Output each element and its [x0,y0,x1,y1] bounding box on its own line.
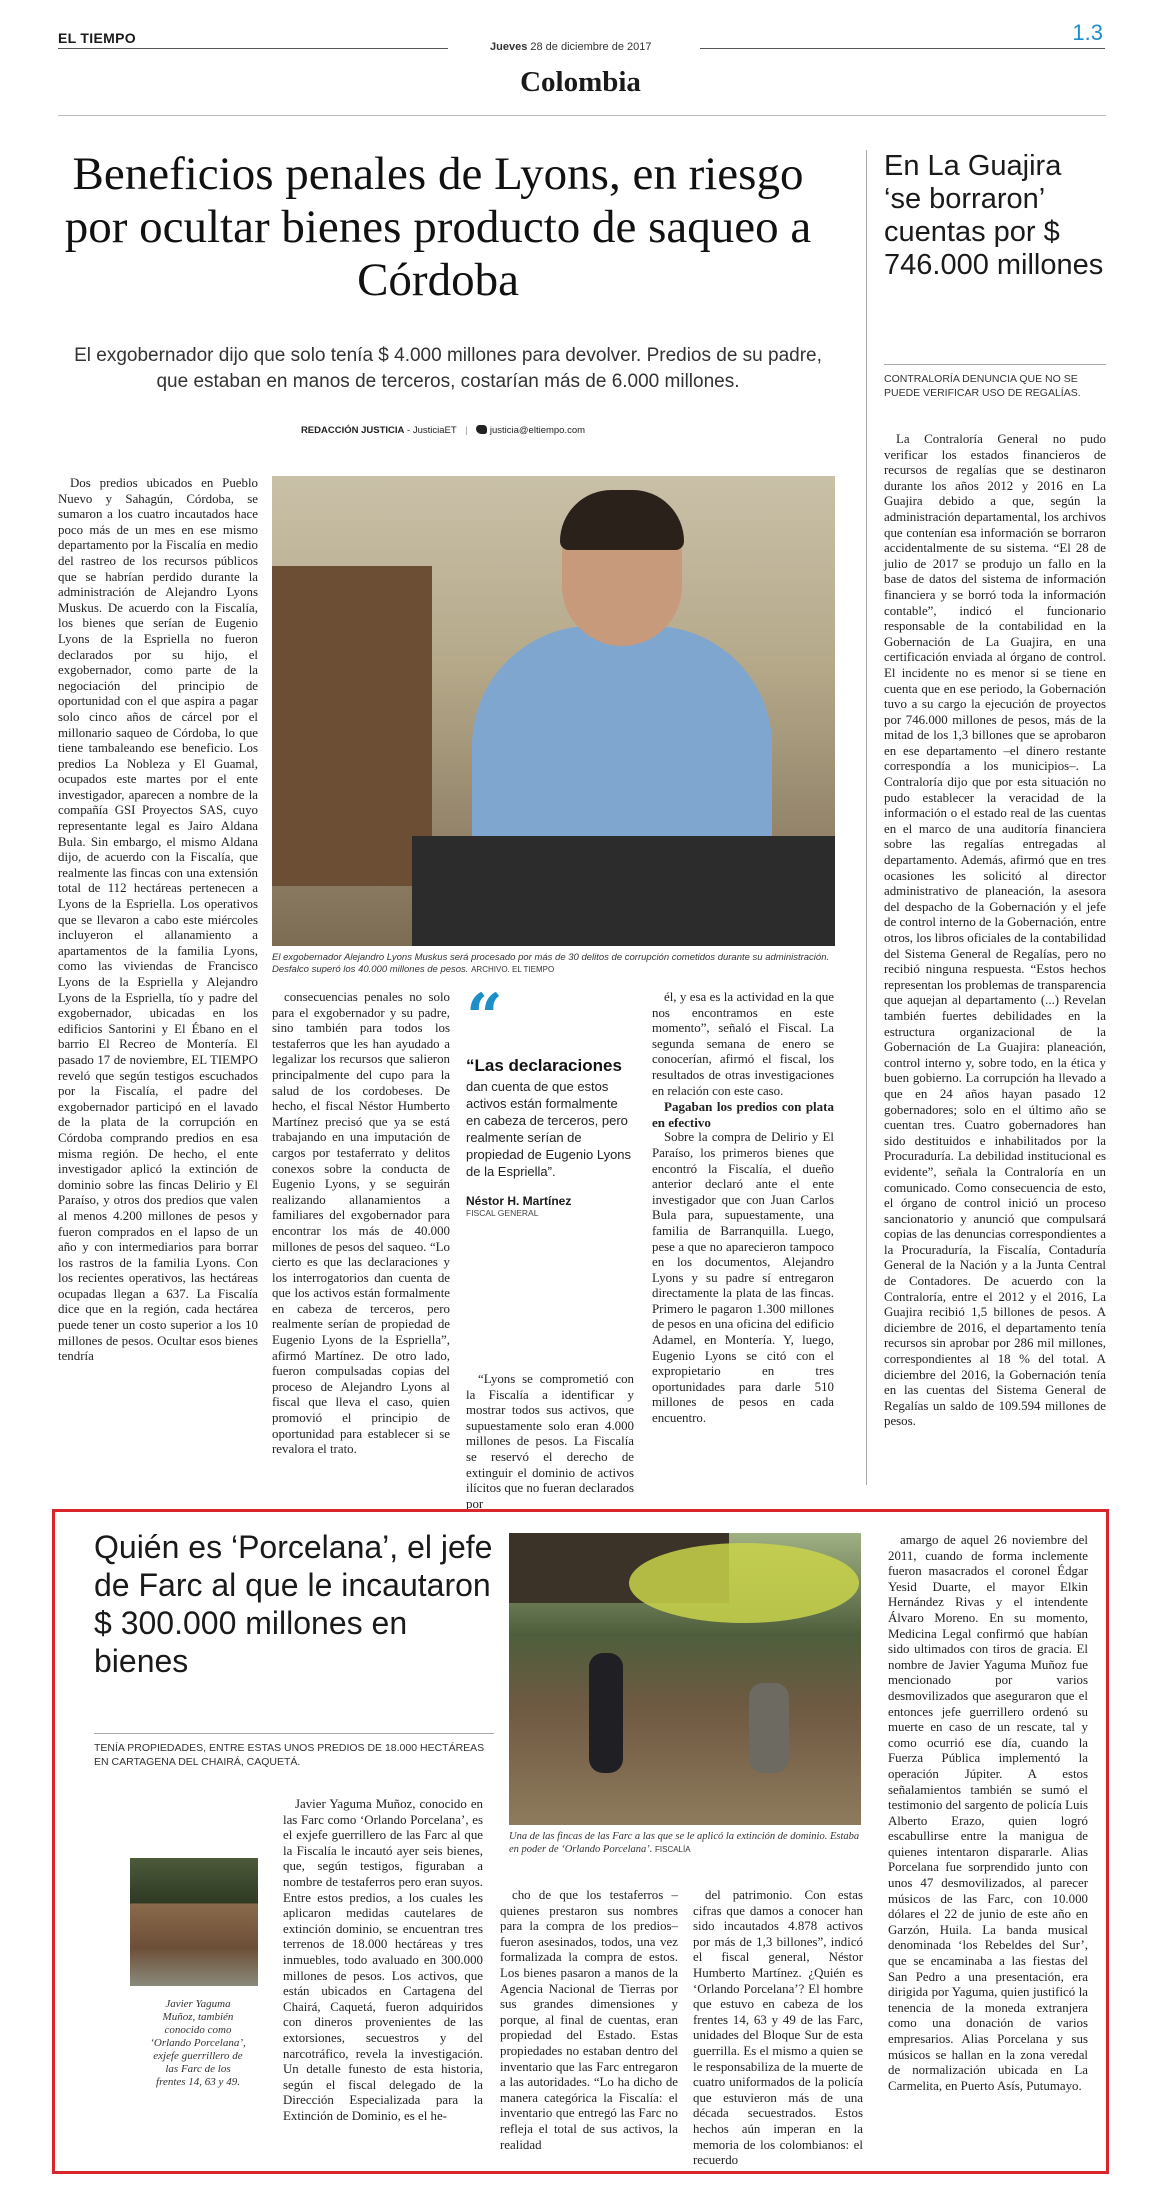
sidebar-kicker-rule [884,364,1106,365]
header-rule-left [58,48,448,49]
porcelana-portrait [130,1858,258,1986]
byline-divider: | [465,425,468,436]
lyons-photo-caption [272,952,835,976]
caption-text: El exgobernador Alejandro Lyons Muskus será procesado por más de 30 delitos de corrupción cometidos durante su administración. Desfalco superó los 40.000 millones de pesos. [272,952,830,975]
farc-photo-person [749,1683,789,1773]
main-col-4-subhead: Pagaban los predios con plata en efectivo [652,1099,834,1130]
box-col-2 [500,1888,678,2165]
byline-email[interactable]: justicia@eltiempo.com [489,425,586,436]
header-date [490,41,651,53]
box-col-3 [693,1888,863,2168]
sidebar-divider [866,150,867,1485]
farc-photo-palm [629,1543,859,1623]
main-col-4-text: él, y esa es la actividad en la que nos encontramos en este momento”, señaló el Fiscal. La segunda semana de enero se conocerían, afirmó el fiscal, los resultados de otras investigaciones en relación con este caso. [652,990,834,1098]
twitter-icon [476,425,487,434]
page-number: 1.3 [1072,20,1103,45]
box-col-1 [283,1797,483,2165]
sidebar-body [884,432,1106,1482]
header-date-rest: 28 de diciembre de 2017 [530,41,652,53]
quote-rest: dan cuenta de que estos activos están formalmente en cabeza de terceros, pero realmente serían de propiedad de Eugenio Lyons de la Espriella”. [466,1079,632,1179]
farc-farm-photo [509,1533,861,1825]
section-rule [58,115,1106,116]
photo-shelf [272,566,432,886]
box-col-1-text: Javier Yaguma Muñoz, conocido en las Farc como ‘Orlando Porcelana’, es el exjefe guerrillero de las Farc al que la Fiscalía le incautó ayer seis bienes, que, según testigos, figuraban a nombre de testaferros pero eran suyos. Entre estos predios, a los cuales les aplicaron medidas cautelares de extinción dominio, se encuentran tres terrenos de 18.000 hectáreas y tres inmuebles, todo avaluado en 300.000 millones de pesos. Los activos, que están ubicados en Cartagena del Chairá, Caquetá, fueron adquiridos con dineros provenientes de las extorsiones, secuestros y del narcotráfico, revela la investigación. Un detalle funesto de esta historia, según el fiscal delegado de la Dirección Especializada para la Extinción de Dominio, es el he- [283,1797,483,2123]
quote-lead: “Las declaraciones [466,1056,622,1075]
box-headline: Quién es ‘Porcelana’, el jefe de Farc al que le incautaron $ 300.000 millones en bienes [94,1529,493,1679]
header-rule-right [700,48,1105,49]
sidebar-kicker: CONTRALORÍA DENUNCIA QUE NO SE PUEDE VERIFICAR USO DE REGALÍAS. [884,373,1081,399]
main-deck: El exgobernador dijo que solo tenía $ 4.000 millones para devolver. Predios de su padre, que estaban en manos de terceros, costarían más de 6.000 millones. [74,345,822,392]
main-col-1-text: Dos predios ubicados en Pueblo Nuevo y Sahagún, Córdoba, se sumaron a los cuatro incautados hace poco más de un mes en ese mismo departamento por la Fiscalía en medio del rastreo de los recursos públicos que se habrían perdido durante la administración de Alejandro Lyons Muskus. De acuerdo con la Fiscalía, los bienes que serían de Eugenio Lyons de la Espriella no fueron declarados por su hijo, el exgobernador, como parte de la negociación del principio de oportunidad con el que aspira a pagar solo cinco años de cárcel por el millonario saqueo de Córdoba, lo que tiene tambaleando ese beneficio. Los predios La Nobleza y El Guamal, ocupados este martes por el ente investigador, aparecen a nombre de la compañía GSI Proyectos SAS, cuyo representante legal es Jairo Aldana Bula. Sin embargo, el mismo Aldana dijo, de acuerdo con la Fiscalía, que realmente las fincas con una extensión total de 112 hectáreas pertenecen a Lyons de la Espriella. Los operativos que se llevaron a cabo este miércoles incluyeron el allanamiento a apartamentos de la familia Lyons, como las viviendas de Francisco Lyons de la Espriella y Alejandro Lyons de la Espriella, tío y padre del exgobernador, ubicadas en los edificios Santorini y El Ébano en el barrio El Recreo de Montería. El pasado 17 de noviembre, EL TIEMPO reveló que según testigos escuchados por la Fiscalía, el padre del exgobernador participó en el lavado de la plata de la corrupción en Córdoba comprando predios en esa misma región. De hecho, el ente investigador aplicó la extinción de dominio sobre las fincas Delirio y El Paraíso, y otros dos predios que valen al menos 4.200 millones de pesos y fueron comprados en el lapso de un año y con intermediarios para borrar los rastros de la familia Lyons. Con los recientes operativos, las hectáreas ocupadas llegan a 637. La Fiscalía dice que en la región, cada hectárea puede tener un costo superior a los 10 millones de pesos. Ocultar esos bienes tendría [58,476,258,1364]
main-byline [58,425,828,436]
byline-handle: - JusticiaET [407,425,457,436]
quote-author: Néstor H. Martínez [466,1194,572,1208]
pull-quote [466,980,634,1320]
header-date-day: Jueves [490,41,528,53]
quote-mark-icon: “ [466,980,503,1055]
box-kicker-rule [94,1733,494,1734]
main-col-3-text: “Lyons se comprometió con la Fiscalía a identificar y mostrar todos sus activos, que supuestamente solo eran 4.000 millones de pesos. La Fiscalía se reservó el derecho de extinguir el dominio de activos ilícitos que no fueran declarados por [466,1372,634,1511]
box-col-4-text: amargo de aquel 26 noviembre del 2011, cuando de forma inclemente fueron masacrados el coronel Édgar Yesid Duarte, el mayor Elkin Hernández Rivas y el intendente Álvaro Moreno. En su momento, Medicina Legal confirmó que habían sido ultimados con tiros de gracia. El nombre de Javier Yaguma Muñoz fue mencionado por varios desmovilizados que aseguraron que el entonces jefe guerrillero ordenó su muerte en caso de un rescate, tal y como ocurrió ese día, cuando la Fuerza Pública implementó la operación Júpiter. A estos señalamientos también se sumó el testimonio del sargento de policía Luis Alberto Erazo, quien logró escabullirse entre la manigua de quienes intentaron dispararle. Alias Porcelana fue sorprendido junto con unos 47 desmovilizados, al parecer músicos de las Farc, con 10.000 dólares el 22 de junio de este año en Garzón, Huila. La banda musical denominada ‘los Rebeldes del Sur’, que se encaminaba a las fiestas del San Pedro a una presentación, era dirigida por Yaguma, quien justificó la tenencia de la moneda extranjera como una donación de varios empresarios. Alias Porcelana y sus músicos se hallan en la zona veredal de normalización ubicada en La Carmelita, en Puerto Asís, Putumayo. [888,1533,1088,2093]
main-col-2-text: consecuencias penales no solo para el exgobernador y su padre, sino también para todos los testaferros que les han ayudado a legalizar los recursos que salieron principalmente del cupo para la salud de los cordobeses. De hecho, el fiscal Néstor Humberto Martínez precisó que ya se está trabajando en una imputación de cargos por testaferrato y delitos conexos sobre la conducta de Eugenio Lyons, y se seguirán realizando allanamientos a familiares del exgobernador para encontrar los más de 40.000 millones de pesos del saqueo. “Lo cierto es que las declaraciones y los interrogatorios dan cuenta de que los activos están formalmente en cabeza de terceros, pero realmente serían de propiedad de Eugenio Lyons de la Espriella”, afirmó Martínez. De otro lado, fueron compulsadas copias del proceso de Alejandro Lyons al fiscal que lleva el caso, quien promovió el principio de oportunidad para establecer si se revalora el trato. [272,990,450,1457]
box-col-3-text: del patrimonio. Con estas cifras que damos a conocer han sido incautados 4.878 activos por más de 1,3 billones”, indicó el fiscal general, Néstor Humberto Martínez. ¿Quién es ‘Orlando Porcelana’? El hombre que estuvo en cabeza de los frentes 14, 63 y 49 de las Farc, unidades del Bloque Sur de esta guerrilla. Es el mismo a quien se le responsabiliza de la muerte de cuatro uniformados de la policía que estuvieron más de una década secuestrados. Estos hechos aún imperan en la memoria de los colombianos: el recuerdo [693,1888,863,2168]
section-title: Colombia [520,66,641,98]
quote-role: FISCAL GENERAL [466,1208,539,1218]
main-col-2 [272,990,450,1476]
portrait-caption: Javier Yaguma Muñoz, también conocido como ‘Orlando Porcelana’, exjefe guerrillero de las Farc de los frentes 14, 63 y 49. [150,1998,246,2088]
lyons-photo [272,476,835,946]
main-col-3 [466,1372,634,1511]
main-col-4b-text: Sobre la compra de Delirio y El Paraíso, los primeros bienes que encontró la Fiscalía, el dueño anterior declaró ante el ente investigador que con Juan Carlos Bula para, supuestamente, una familia de Barranquilla. Luego, pese a que no aparecieron tampoco en los documentos, Alejandro Lyons y su padre sí entregaron directamente la plata de las fincas. Primero le pagaron 1.300 millones de pesos en una oficina del edificio Adamel, en Montería. Y, luego, Eugenio Lyons se citó con el expropietario en tres oportunidades para darle 510 millones de pesos en cada encuentro. [652,1130,834,1426]
masthead-brand: EL TIEMPO [58,30,136,46]
box-col-2-text: cho de que los testaferros –quienes prestaron sus nombres para la compra de los predios– fueron asesinados, todos, una vez formalizada la compra de estos. Los bienes pasaron a manos de la Agencia Nacional de Tierras por sus grandes dimensiones y porque, al final de cuentas, eran propiedad del Estado. Estas propiedades no estaban dentro del inventario que las Farc entregaron a las autoridades. “Lo ha dicho de manera categórica la Fiscalía: el inventario que entregó las Farc no refleja el total de sus activos, la realidad [500,1888,678,2152]
main-col-4 [652,990,834,1476]
sidebar-headline: En La Guajira ‘se borraron’ cuentas por $ 746.000 millones [884,150,1104,281]
farc-photo-agent [589,1653,623,1773]
photo-chair [412,836,835,946]
box-col-4 [888,1533,1088,2165]
farc-photo-caption [509,1830,861,1856]
main-col-1 [58,476,258,1476]
farc-caption-credit: FISCALÍA [655,1845,691,1854]
farc-caption-text: Una de las fincas de las Farc a las que se le aplicó la extinción de dominio. Estaba en poder de ‘Orlando Porcelana’. [509,1831,860,1855]
caption-credit: ARCHIVO. EL TIEMPO [471,965,555,974]
box-kicker: TENÍA PROPIEDADES, ENTRE ESTAS UNOS PREDIOS DE 18.000 HECTÁREAS EN CARTAGENA DEL CHAIRÁ, CAQUETÁ. [94,1742,485,1768]
main-headline: Beneficios penales de Lyons, en riesgo por ocultar bienes producto de saqueo a Córdoba [64,148,812,306]
sidebar-body-text: La Contraloría General no pudo verificar los estados financieros de recursos de regalías que se destinaron durante los años 2012 y 2016 en La Guajira debido a que, según la administración departamental, los archivos que contenían esa información se borraron accidentalmente de su sistema. “El 28 de julio de 2017 se produjo un fallo en la base de datos del sistema de información financiera y se borró toda la información contable”, indicó el funcionario responsable de la contabilidad en la Gobernación de La Guajira, en una certificación enviada al órgano de control. El incidente no es menor si se tiene en cuenta que en ese periodo, la Gobernación tuvo a su cargo la ejecución de proyectos por 746.000 millones de pesos, más de la mitad de los 1,3 billones que se aprobaron en ese departamento –el dinero restante correspondía a los municipios–. La Contraloría dijo que por esta situación no pudo establecer la veracidad de la información o el estado real de las cuentas en el marco de una auditoría financiera sobre las regalías entregadas al departamento. Además, afirmó que en tres ocasiones les solicitó al director administrativo de planeación, la asesora del despacho de la Gobernación y el jefe de control interno de la Gobernación, entre otros, los libros oficiales de la contabilidad del Sistema General de Regalías, pero no recibió ninguna respuesta. “Estos hechos representan los problemas de transparencia que aquejan al departamento (...) Revelan también fuertes debilidades en la estructura organizacional de la Gobernación de La Guajira: planeación, control interno y, sobre todo, en la ética y buen gobierno. La corrupción ha llevado a que en 24 años hayan pasado 12 gobernadores; solo en el último año se cuentan tres. Cuatro gobernadores han sido destituidos e inhabilitados por la Procuraduría. La debilidad institucional es evidente”, señala la Contraloría en un comunicado. Como consecuencia de esto, el órgano de control inició un proceso sancionatorio y anunció que compulsará copias de las denuncias correspondientes a la Procuraduría, la Fiscalía, Contaduría General de la Nación y a la Junta Central de Contadores. De acuerdo con la Contraloría, entre el 2012 y el 2016, La Guajira recibió 1,5 billones de pesos. A diciembre de 2016, el departamento tenía recursos sin aprobar por 286 mil millones, correspondientes al 18 % del total. A diciembre del 2016, la Gobernación tenía en las cuentas del Sistema General de Regalías un saldo de 109.594 millones de pesos. [884,432,1106,1429]
byline-name: REDACCIÓN JUSTICIA [300,425,405,436]
